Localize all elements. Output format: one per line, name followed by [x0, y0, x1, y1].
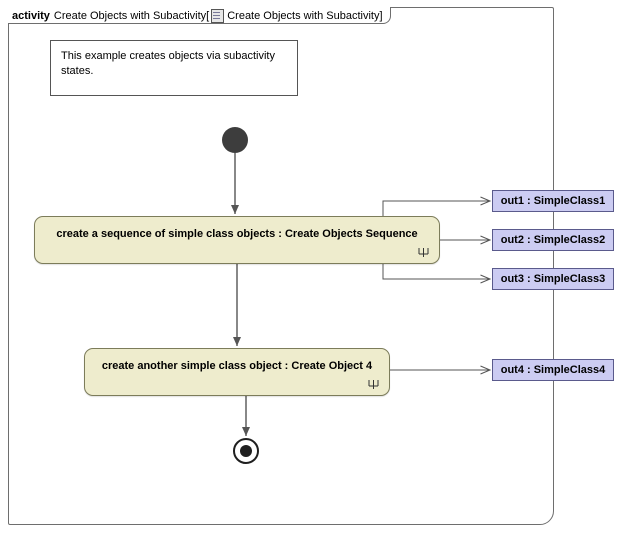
- activity-frame-header: [8, 7, 391, 24]
- object-node-out3[interactable]: [492, 268, 614, 290]
- action-label: create a sequence of simple class objects : Create Objects Sequence: [56, 228, 418, 240]
- action-label: create another simple class object : Create Object 4: [101, 360, 373, 372]
- action-create-objects-sequence[interactable]: [34, 216, 440, 264]
- object-node-label: out2 : SimpleClass2: [500, 234, 606, 246]
- frame-bracket-open: [: [206, 9, 210, 22]
- frame-diagram-name: Create Objects with Subactivity: [227, 9, 380, 22]
- subactivity-rake-icon: [368, 379, 379, 390]
- object-node-label: out3 : SimpleClass3: [500, 273, 606, 285]
- action-create-object-4[interactable]: [84, 348, 390, 396]
- object-node-out2[interactable]: [492, 229, 614, 251]
- note-fold-icon: [281, 41, 297, 57]
- frame-name: Create Objects with Subactivity: [53, 9, 207, 22]
- object-node-out1[interactable]: [492, 190, 614, 212]
- activity-final-node[interactable]: [233, 438, 259, 464]
- initial-node[interactable]: [222, 127, 248, 153]
- subactivity-rake-icon: [418, 247, 429, 258]
- object-node-label: out1 : SimpleClass1: [500, 195, 606, 207]
- object-node-label: out4 : SimpleClass4: [500, 364, 606, 376]
- frame-keyword: activity: [12, 9, 50, 22]
- object-node-out4[interactable]: [492, 359, 614, 381]
- note-text: This example creates objects via subactivity states.: [61, 50, 275, 77]
- activity-diagram-icon: [211, 9, 224, 23]
- comment-note: [50, 40, 298, 96]
- frame-bracket-close: ]: [379, 9, 383, 22]
